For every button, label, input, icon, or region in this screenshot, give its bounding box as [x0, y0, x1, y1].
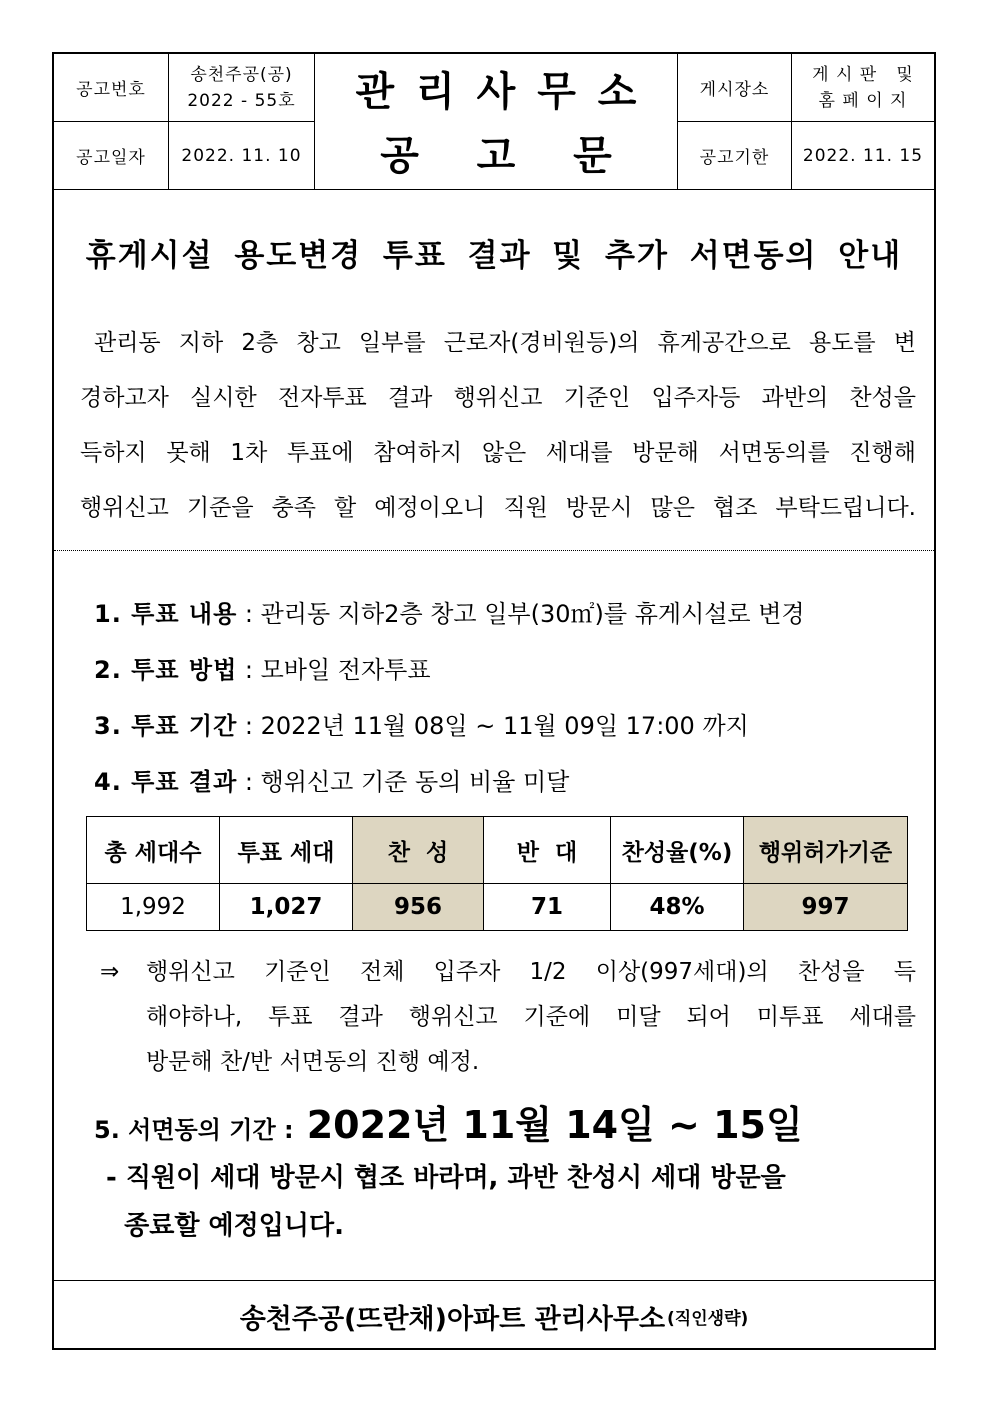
- item-label: 3. 투표 기간: [94, 712, 238, 740]
- note-text: [146, 950, 916, 1085]
- cell-permit-threshold: 997: [744, 884, 908, 931]
- period-value: 2022년 11월 14일 ~ 15일: [306, 1103, 803, 1147]
- deadline: 2022. 11. 15: [792, 122, 934, 190]
- office-title-cell: [315, 54, 678, 190]
- doc-title: 공 고 문: [380, 133, 616, 179]
- item-value: : 관리동 지하2층 창고 일부(30㎡)를 휴게시설로 변경: [244, 600, 805, 628]
- item-value: : 2022년 11월 08일 ~ 11월 09일 17:00 까지: [244, 712, 749, 740]
- col-oppose: 반 대: [484, 817, 611, 884]
- col-approve: 찬 성: [353, 817, 484, 884]
- note-line: 해야하나, 투표 결과 행위신고 기준에 미달 되어 미투표 세대를: [146, 1004, 916, 1030]
- col-permit-threshold: 행위허가기준: [744, 817, 908, 884]
- posting-place: [792, 54, 934, 122]
- request-line: 종료할 예정입니다.: [106, 1211, 344, 1241]
- intro-line: 행위신고 기준을 충족 할 예정이오니 직원 방문시 많은 협조 부탁드립니다.: [80, 495, 916, 521]
- vote-result-item: [94, 762, 569, 797]
- dotted-divider: [54, 550, 934, 551]
- notice-date: 2022. 11. 10: [169, 122, 315, 190]
- item-label: 1. 투표 내용: [94, 600, 238, 628]
- written-consent-period: [94, 1094, 803, 1149]
- cell-total-households: 1,992: [87, 884, 220, 931]
- intro-line: 경하고자 실시한 전자투표 결과 행위신고 기준인 입주자등 과반의 찬성을: [80, 385, 916, 411]
- deadline-label: 공고기한: [678, 122, 792, 190]
- cell-approval-rate: 48%: [611, 884, 744, 931]
- note-line: 방문해 찬/반 서면동의 진행 예정.: [146, 1049, 480, 1075]
- notice-no-line2: 2022 - 55호: [187, 90, 296, 111]
- footer-office: 송천주공(뜨란채)아파트 관리사무소: [239, 1303, 666, 1335]
- office-title: 관 리 사 무 소: [355, 69, 641, 115]
- intro-line: 관리동 지하 2층 창고 일부를 근로자(경비원등)의 휴게공간으로 용도를 변: [94, 330, 916, 356]
- intro-paragraph: [80, 316, 916, 536]
- arrow-icon: ⇒: [100, 959, 120, 985]
- posting-place-label: 게시장소: [678, 54, 792, 122]
- col-total-households: 총 세대수: [87, 817, 220, 884]
- vote-method-item: [94, 650, 431, 685]
- posting-place-line2: 홈 페 이 지: [818, 90, 908, 111]
- table-row: [87, 884, 908, 931]
- notice-date-label: 공고일자: [54, 122, 169, 190]
- period-label: 5. 서면동의 기간 :: [94, 1116, 294, 1144]
- notice-header: [54, 54, 934, 190]
- footer-seal-note: (직인생략): [667, 1308, 749, 1329]
- item-value: : 행위신고 기준 동의 비율 미달: [244, 768, 570, 796]
- cell-oppose: 71: [484, 884, 611, 931]
- cell-voting-households: 1,027: [220, 884, 353, 931]
- table-header-row: [87, 817, 908, 884]
- request-text: [106, 1154, 916, 1250]
- notice-no: [169, 54, 315, 122]
- col-voting-households: 투표 세대: [220, 817, 353, 884]
- footer: [54, 1280, 934, 1351]
- item-value: : 모바일 전자투표: [244, 656, 431, 684]
- vote-period-item: [94, 706, 749, 741]
- notice-document: [52, 52, 936, 1350]
- cell-approve: 956: [353, 884, 484, 931]
- item-label: 2. 투표 방법: [94, 656, 238, 684]
- notice-no-line1: 송천주공(공): [190, 64, 293, 85]
- posting-place-line1: 게 시 판 및: [812, 64, 914, 85]
- intro-line: 득하지 못해 1차 투표에 참여하지 않은 세대를 방문해 서면동의를 진행해: [80, 440, 916, 466]
- request-line: - 직원이 세대 방문시 협조 바라며, 과반 찬성시 세대 방문을: [106, 1163, 786, 1193]
- result-table: [86, 816, 908, 931]
- item-label: 4. 투표 결과: [94, 768, 238, 796]
- vote-content-item: [94, 594, 805, 629]
- note-line: 행위신고 기준인 전체 입주자 1/2 이상(997세대)의 찬성을 득: [146, 959, 916, 985]
- notice-no-label: 공고번호: [54, 54, 169, 122]
- notice-title: 휴게시설 용도변경 투표 결과 및 추가 서면동의 안내: [85, 238, 903, 274]
- col-approval-rate: 찬성율(%): [611, 817, 744, 884]
